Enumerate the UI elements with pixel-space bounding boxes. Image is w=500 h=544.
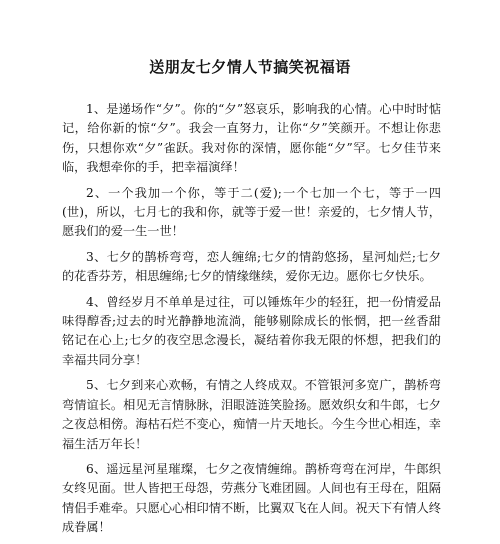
document-title: 送朋友七夕情人节搞笑祝福语 — [149, 58, 351, 76]
paragraph-1: 1、是递场作“夕”。你的“夕”怒哀乐，影响我的心情。心中时时惦记，给你新的惊“夕”。我会一直努力，让你“夕”笑颜开。不想让你悲伤，只想你欢“夕”雀跃。我对你的深情，愿你能“夕”罕。七夕佳节来临，我想牵你的手，把幸福演绎！ — [62, 102, 441, 175]
paragraph-5: 5、七夕到来心欢畅，有情之人终成双。不管银河多宽广，鹊桥弯弯情谊长。相见无言情脉脉，泪眼涟涟笑脸扬。愿效织女和牛郎，七夕之夜总相傍。海枯石烂不变心，痴情一片天地长。今生今世心相连，幸福生活万年长！ — [62, 378, 441, 451]
paragraph-4: 4、曾经岁月不单单是过往，可以锤炼年少的轻狂，把一份情爱品味得醇香;过去的时光静静地流淌，能够剔除成长的怅惘，把一丝香甜铭记在心上;七夕的夜空思念漫长，凝结着你我无限的怀想，把我们的幸福共同分享！ — [62, 294, 441, 367]
paragraph-2: 2、一个我加一个你，等于二(爱);一个七加一个七，等于一四(世)，所以，七月七的我和你，就等于爱一世！亲爱的，七夕情人节，愿我们的爱一生一世！ — [62, 185, 441, 239]
document-body — [62, 100, 441, 544]
paragraph-6: 6、遥远星河星璀璨，七夕之夜情缠绵。鹊桥弯弯在河岸，牛郎织女终见面。世人皆把王母怨，劳燕分飞难团圆。人间也有王母在，阻隔情侣手难牵。只愿心心相印情不断，比翼双飞在人间。祝天下有情人终成眷属！ — [62, 461, 441, 535]
paragraph-3: 3、七夕的鹊桥弯弯，恋人缠绵;七夕的情韵悠扬，星河灿烂;七夕的花香芬芳，相思缠绵;七夕的情缘继续，爱你无边。愿你七夕快乐。 — [62, 249, 441, 284]
